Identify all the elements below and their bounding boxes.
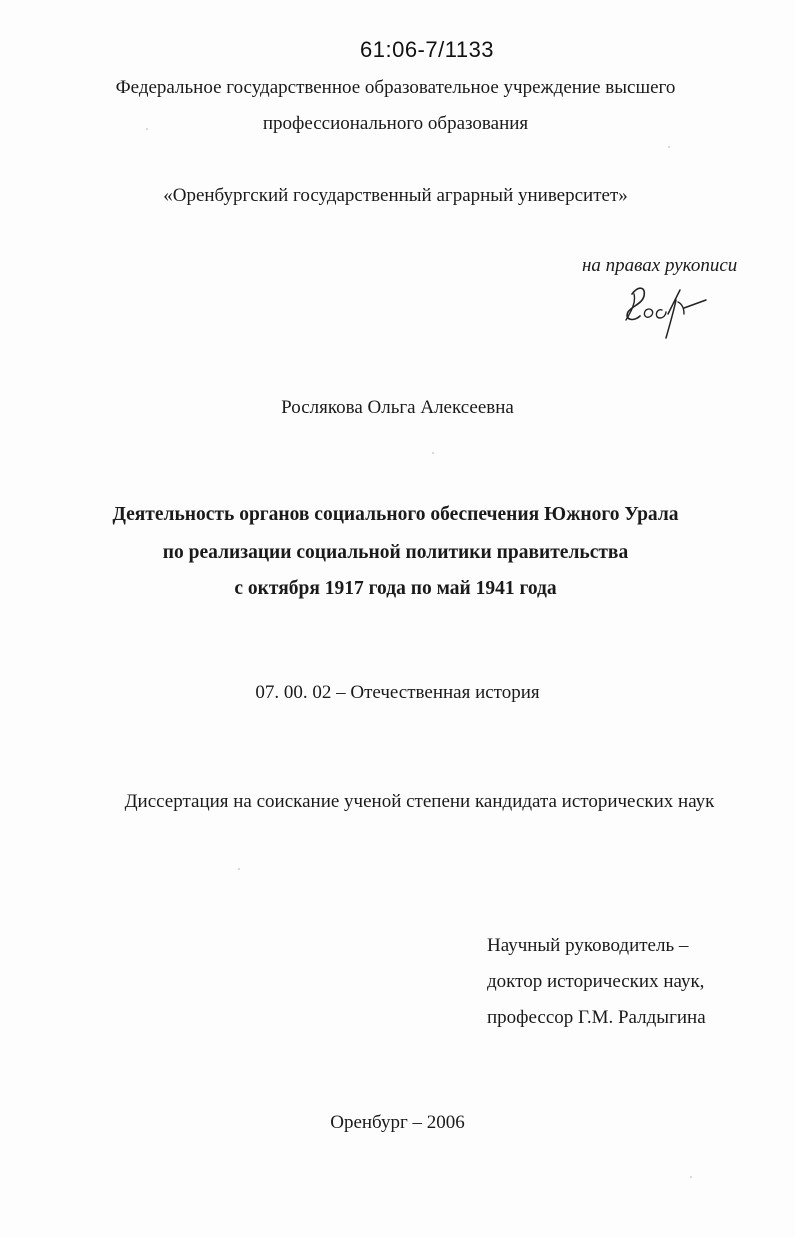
city-and-year: Оренбург – 2006 bbox=[330, 1112, 465, 1133]
advisor-line-2: доктор исторических наук, bbox=[487, 971, 705, 992]
registration-number: 61:06-7/1133 bbox=[360, 37, 495, 62]
specialty-code: 07. 00. 02 – Отечественная история bbox=[255, 682, 540, 703]
scan-speck bbox=[432, 452, 434, 454]
dissertation-title-line-2: по реализации социальной политики правительства bbox=[162, 542, 629, 563]
scan-speck bbox=[146, 128, 148, 130]
dissertation-title-line-3: с октября 1917 года по май 1941 года bbox=[234, 578, 557, 599]
scan-speck bbox=[690, 1176, 692, 1178]
manuscript-note: на правах рукописи bbox=[582, 255, 738, 276]
advisor-line-3: профессор Г.М. Ралдыгина bbox=[487, 1007, 706, 1028]
scan-speck bbox=[238, 868, 240, 870]
degree-statement: Диссертация на соискание ученой степени кандидата исторических наук bbox=[124, 791, 715, 812]
university-name: «Оренбургский государственный аграрный университет» bbox=[163, 185, 628, 206]
dissertation-title-line-1: Деятельность органов социального обеспечения Южного Урала bbox=[112, 504, 679, 525]
advisor-line-1: Научный руководитель – bbox=[487, 935, 689, 956]
institution-line-2: профессионального образования bbox=[262, 113, 529, 134]
author-name: Рослякова Ольга Алексеевна bbox=[281, 397, 514, 418]
handwritten-signature-icon bbox=[620, 280, 710, 342]
scan-speck bbox=[668, 146, 670, 148]
institution-line-1: Федеральное государственное образовательное учреждение высшего bbox=[115, 77, 676, 98]
